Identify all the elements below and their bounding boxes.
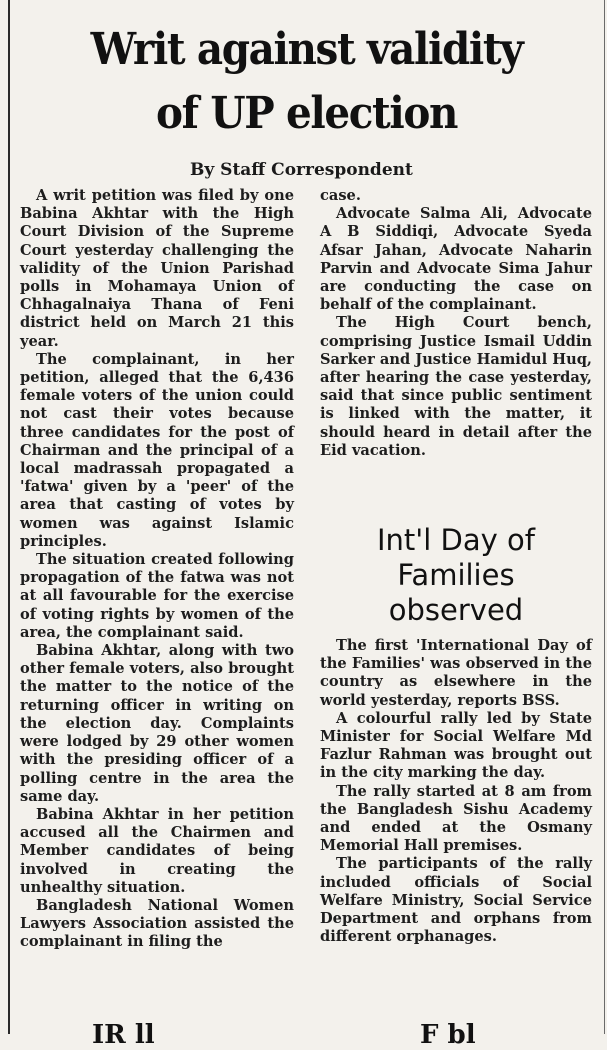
second-headline-line-3: observed (388, 593, 524, 627)
byline: By Staff Correspondent (190, 160, 413, 180)
column-border-left (8, 0, 10, 1034)
second-headline-line-1: Int'l Day of (377, 523, 535, 557)
column-border-right (604, 0, 605, 1034)
paragraph: A writ petition was filed by one Babina Akhtar with the High Court Division of the Supreme Court yesterday challenging the validity of the Union Parishad polls in Mohamaya Union of Chhagalnaiya Thana of Feni district held on March 21 this year. (20, 187, 294, 350)
paragraph-continuation: case. (320, 187, 361, 204)
paragraph: The High Court bench, comprising Justice Ismail Uddin Sarker and Justice Hamidul Huq, after hearing the case yesterday, said that since public sentiment is linked with the matter, it should heard in detail after the Eid vacation. (320, 314, 592, 459)
headline-line-1: Writ against validity (90, 24, 523, 75)
paragraph: A colourful rally led by State Minister for Social Welfare Md Fazlur Rahman was brought out in the city marking the day. (320, 709, 592, 782)
paragraph: The first 'International Day of the Families' was observed in the country as elsewhere in the world yesterday, reports BSS. (320, 637, 592, 709)
cut-off-headline-right: F bl (420, 1020, 476, 1050)
article-column-2 (320, 187, 592, 460)
paragraph: Babina Akhtar, along with two other female voters, also brought the matter to the notice of the returning officer in writing on the election day. Complaints were lodged by 29 other women with the presiding officer of a polling centre in the area the same day. (20, 642, 294, 805)
paragraph: Bangladesh National Women Lawyers Association assisted the complainant in filing the (20, 896, 294, 951)
second-article-headline (320, 523, 592, 628)
headline-line-2: of UP election (155, 88, 458, 139)
cut-off-headline-left: IR ll (92, 1020, 155, 1050)
paragraph: The complainant, in her petition, alleged that the 6,436 female voters of the union could not cast their votes because three candidates for the post of Chairman and the principal of a local madrassah propagated a 'fatwa' given by a 'peer' of the area that casting of votes by women was against Islamic principles. (20, 350, 294, 550)
second-headline-line-2: Families (397, 558, 515, 592)
paragraph: The participants of the rally included officials of Social Welfare Ministry, Social Service Department and orphans from different orphanages. (320, 855, 592, 946)
second-article-body (320, 637, 592, 946)
article-column-1 (20, 187, 294, 952)
paragraph: The rally started at 8 am from the Bangladesh Sishu Academy and ended at the Osmany Memorial Hall premises. (320, 782, 592, 855)
paragraph: The situation created following propagation of the fatwa was not at all favourable for the exercise of voting rights by women of the area, the complainant said. (20, 551, 294, 641)
paragraph: Babina Akhtar in her petition accused all the Chairmen and Member candidates of being involved in creating the unhealthy situation. (20, 805, 294, 896)
paragraph: Advocate Salma Ali, Advocate A B Siddiqi, Advocate Syeda Afsar Jahan, Advocate Naharin Parvin and Advocate Sima Jahur are conducting the case on behalf of the complainant. (320, 205, 592, 314)
